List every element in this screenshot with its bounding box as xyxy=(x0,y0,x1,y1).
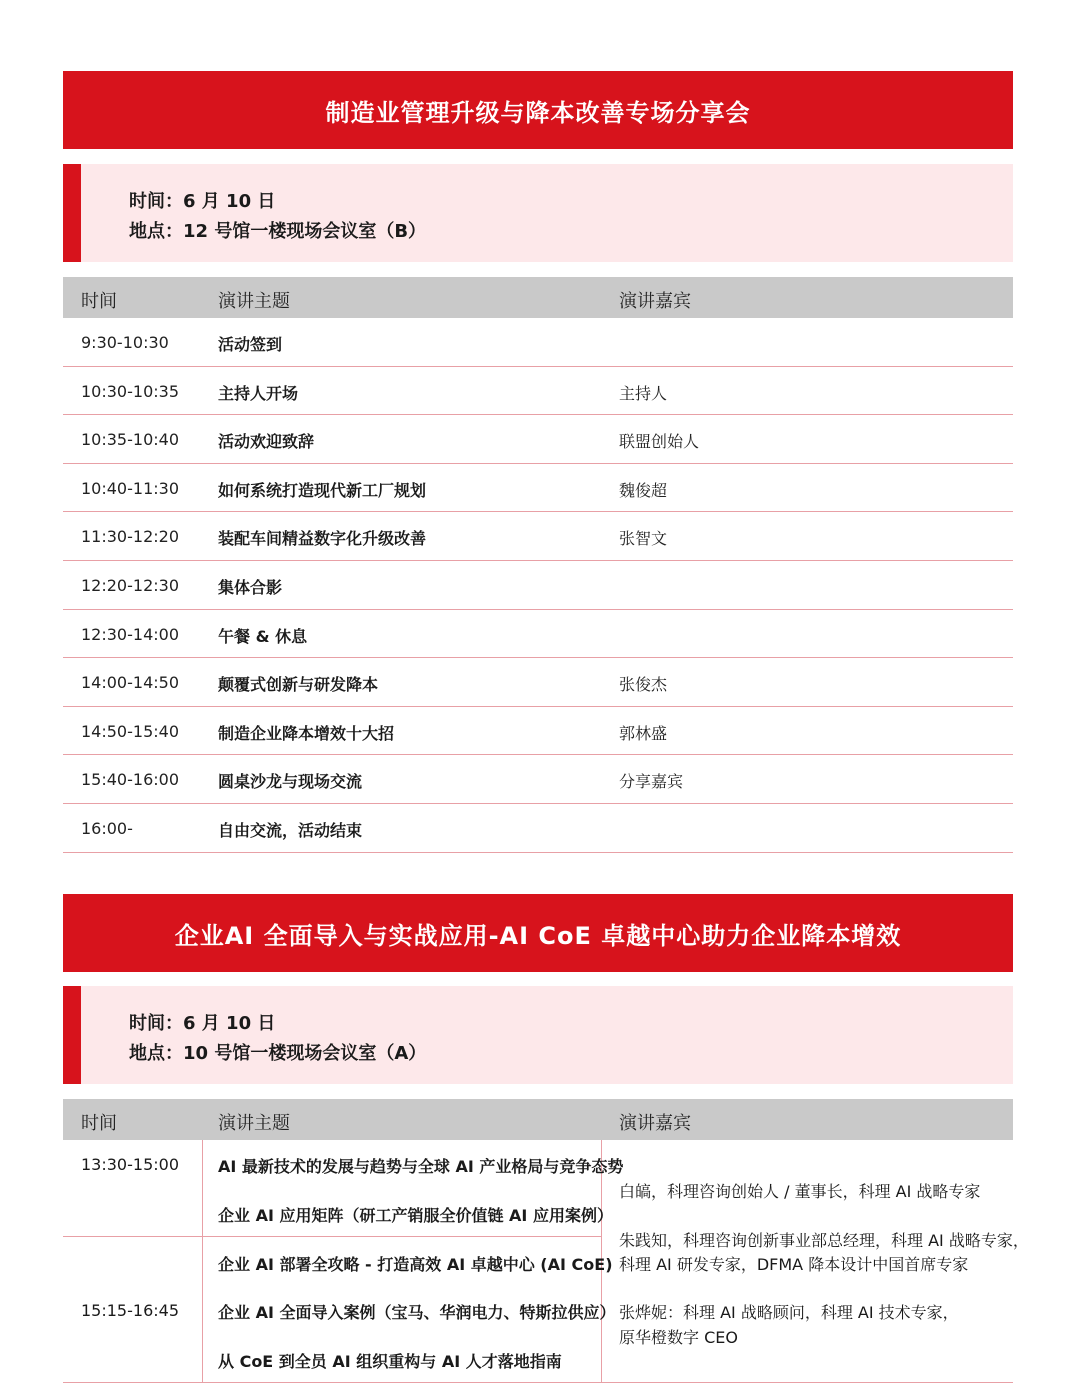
session2-table-header xyxy=(63,1099,1013,1140)
session2-place: 地点：10 号馆一楼现场会议室（A） xyxy=(129,1043,427,1064)
row-topic: 装配车间精益数字化升级改善 xyxy=(218,529,427,549)
row-time: 10:40-11:30 xyxy=(81,478,179,498)
session1-time: 时间：6 月 10 日 xyxy=(129,191,276,212)
row-time: 9:30-10:30 xyxy=(81,333,169,352)
session2-time: 时间：6 月 10 日 xyxy=(129,1013,276,1034)
row-speaker: 分享嘉宾 xyxy=(619,772,684,792)
header-speaker: 演讲嘉宾 xyxy=(619,291,691,312)
row-time: 11:30-12:20 xyxy=(81,527,179,547)
row-topic: 颠覆式创新与研发降本 xyxy=(218,675,379,695)
header-topic: 演讲主题 xyxy=(218,291,290,312)
header-topic: 演讲主题 xyxy=(218,1113,290,1134)
speaker-item: 白皜，科理咨询创始人 / 董事长，科理 AI 战略专家 xyxy=(619,1182,981,1201)
table-row xyxy=(63,658,1013,707)
topic-item: AI 最新技术的发展与趋势与全球 AI 产业格局与竞争态势 xyxy=(218,1157,624,1176)
header-time: 时间 xyxy=(81,1113,117,1134)
table-divider xyxy=(63,1382,1013,1383)
info-accent-bar xyxy=(63,164,81,262)
table-row xyxy=(63,707,1013,756)
session1-place: 地点：12 号馆一楼现场会议室（B） xyxy=(129,221,427,242)
table-row xyxy=(63,561,1013,610)
row-time: 10:35-10:40 xyxy=(81,430,179,450)
header-speaker: 演讲嘉宾 xyxy=(619,1113,691,1134)
row-speaker: 联盟创始人 xyxy=(619,432,700,452)
row-speaker: 张俊杰 xyxy=(619,675,668,695)
row-topic: 活动欢迎致辞 xyxy=(218,432,315,452)
row-time: 10:30-10:35 xyxy=(81,381,179,401)
table-row xyxy=(63,415,1013,464)
row-topic: 集体合影 xyxy=(218,578,283,597)
session1-table-header xyxy=(63,277,1013,318)
row-topic: 自由交流，活动结束 xyxy=(218,821,363,840)
row-time: 14:00-14:50 xyxy=(81,673,179,693)
row-topic: 圆桌沙龙与现场交流 xyxy=(218,772,363,792)
topic-item: 企业 AI 部署全攻略 - 打造高效 AI 卓越中心 (AI CoE) xyxy=(218,1255,613,1274)
row-topic: 如何系统打造现代新工厂规划 xyxy=(218,480,427,500)
row-speaker: 主持人 xyxy=(619,383,668,403)
row-topic: 制造企业降本增效十大招 xyxy=(218,723,395,743)
info-accent-bar xyxy=(63,986,81,1084)
row-speaker: 魏俊超 xyxy=(619,480,668,500)
table-row xyxy=(63,512,1013,561)
session1-info-box xyxy=(63,164,1013,262)
row-speaker: 郭林盛 xyxy=(619,723,668,743)
table-divider xyxy=(63,1236,602,1237)
speaker-item: 朱践知，科理咨询创新事业部总经理，科理 AI 战略专家， xyxy=(619,1231,1029,1250)
session2-title: 企业AI 全面导入与实战应用-AI CoE 卓越中心助力企业降本增效 xyxy=(63,894,1013,972)
table-row xyxy=(63,318,1013,367)
row-topic: 活动签到 xyxy=(218,335,283,354)
speaker-item: 原华橙数字 CEO xyxy=(619,1328,738,1347)
session2-info-box xyxy=(63,986,1013,1084)
block1-time: 13:30-15:00 xyxy=(81,1155,179,1174)
session1-title: 制造业管理升级与降本改善专场分享会 xyxy=(63,71,1013,149)
row-time: 12:30-14:00 xyxy=(81,624,179,644)
row-topic: 主持人开场 xyxy=(218,383,299,403)
topic-item: 企业 AI 全面导入案例（宝马、华润电力、特斯拉供应） xyxy=(218,1303,616,1322)
speaker-item: 科理 AI 研发专家，DFMA 降本设计中国首席专家 xyxy=(619,1255,969,1274)
table-row xyxy=(63,755,1013,804)
row-topic: 午餐 & 休息 xyxy=(218,626,308,646)
table-row xyxy=(63,804,1013,853)
row-speaker: 张智文 xyxy=(619,529,668,549)
row-time: 15:40-16:00 xyxy=(81,770,179,790)
topic-item: 企业 AI 应用矩阵（研工产销服全价值链 AI 应用案例） xyxy=(218,1206,613,1225)
table-row xyxy=(63,464,1013,513)
table-row xyxy=(63,610,1013,659)
header-time: 时间 xyxy=(81,291,117,312)
row-time: 12:20-12:30 xyxy=(81,576,179,595)
table-row xyxy=(63,367,1013,416)
table-divider xyxy=(202,1140,203,1382)
speaker-item: 张烨妮：科理 AI 战略顾问，科理 AI 技术专家， xyxy=(619,1303,959,1322)
block2-time: 15:15-16:45 xyxy=(81,1301,179,1320)
row-time: 14:50-15:40 xyxy=(81,721,179,741)
row-time: 16:00- xyxy=(81,819,133,838)
topic-item: 从 CoE 到全员 AI 组织重构与 AI 人才落地指南 xyxy=(218,1352,562,1371)
